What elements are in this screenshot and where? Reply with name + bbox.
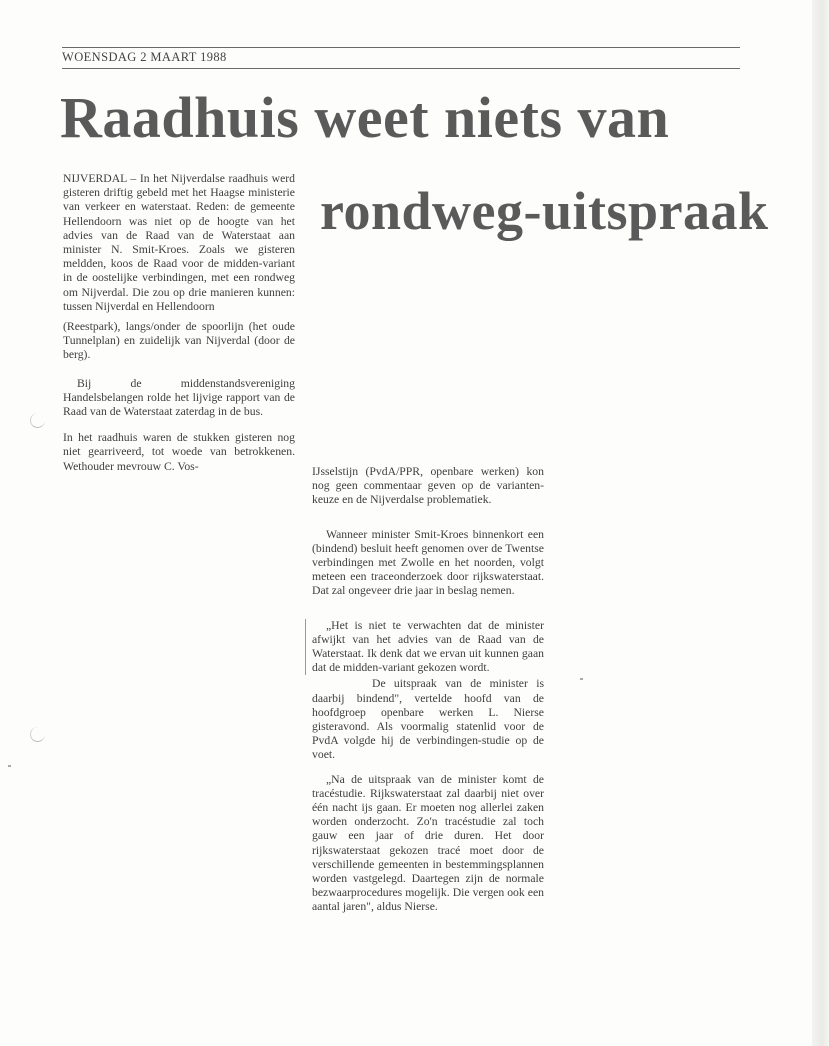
paragraph: „Na de uitspraak van de minister komt de tracéstudie. Rijkswaterstaat zal daarbij niet over één nacht ijs gaan. Er moeten nog allerlei zaken worden onderzocht. Zo'n tracéstudie zal toch gauw een jaar of drie duren. Het door rijkswaterstaat gekozen tracé moet door de verschillende gemeenten in bestemmingsplannen worden vastgelegd. Daartegen zijn de normale bezwaarprocedures mogelijk. Die vergen ook een aantal jaren", aldus Nierse.: [312, 772, 544, 914]
paragraph: IJsselstijn (PvdA/PPR, openbare werken) kon nog geen commentaar geven op de varianten-keuze en de Nijverdalse problematiek.: [312, 465, 544, 507]
paragraph: (Reestpark), langs/onder de spoorlijn (het oude Tunnelplan) en zuidelijk van Nijverdal (door de berg).: [63, 320, 295, 362]
paragraph: NIJVERDAL – In het Nijverdalse raadhuis werd gisteren driftig gebeld met het Haagse ministerie van verkeer en waterstaat. Reden: de gemeente Hellendoorn was niet op de hoogte van het advies van de Raad van de Waterstaat aan minister N. Smit-Kroes. Zoals we gisteren meldden, koos de Raad voor de midden-variant in de oostelijke verbindingen, met een rondweg om Nijverdal. Die zou op drie manieren kunnen: tussen Nijverdal en Hellendoorn: [63, 172, 295, 313]
punch-hole-mark: [30, 727, 45, 742]
dateline: WOENSDAG 2 MAART 1988: [62, 50, 227, 64]
paragraph: In het raadhuis waren de stukken gisteren nog niet gearriveerd, tot woede van betrokkenen. Wethouder mevrouw C. Vos-: [63, 431, 295, 473]
scan-edge-shadow: [812, 0, 829, 1046]
article-column-right: [312, 465, 544, 915]
punch-hole-mark: [30, 413, 45, 428]
paragraph: Wanneer minister Smit-Kroes binnenkort een (bindend) besluit heeft genomen over de Twentse verbindingen met Zwolle en het noorden, volgt meteen een traceonderzoek door rijkswaterstaat. Dat zal ongeveer drie jaar in beslag nemen.: [312, 527, 544, 598]
top-rule: [62, 47, 740, 48]
headline-line-1: Raadhuis weet niets van: [60, 85, 670, 150]
headline-line-2: rondweg-uitspraak: [320, 181, 769, 241]
quote-paragraph: „Het is niet te verwachten dat de minister afwijkt van het advies van de Raad van de Waterstaat. Ik denk dat we ervan uit kunnen gaan dat de midden-variant gekozen wordt.: [305, 619, 544, 676]
paragraph: De uitspraak van de minister is daarbij bindend", vertelde hoofd van de hoofdgroep openbare werken L. Nierse gisteravond. Als voormalig statenlid voor de PvdA volgde hij de verbindingen-studie op de voet.: [312, 677, 544, 762]
article-column-left: [63, 172, 295, 474]
paragraph: Bij de middenstandsvereniging Handelsbelangen rolde het lijvige rapport van de Raad van de Waterstaat zaterdag in de bus.: [63, 376, 295, 419]
scan-speck: [580, 678, 583, 680]
scan-speck: [8, 765, 11, 767]
date-rule: [62, 68, 740, 69]
